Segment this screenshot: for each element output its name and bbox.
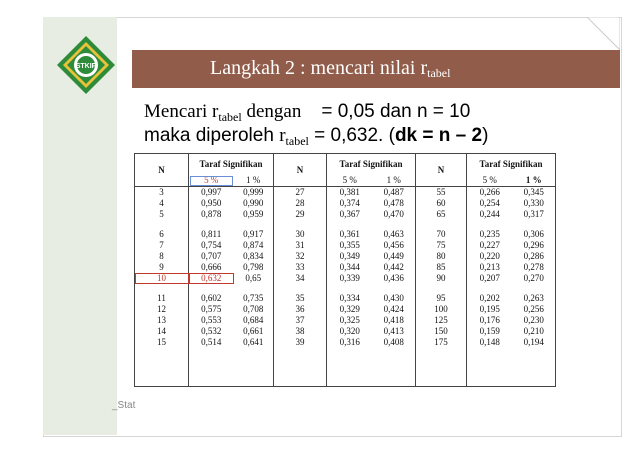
header-row [135, 154, 556, 176]
col-header-1pct: 1 % [373, 175, 416, 187]
table-row [135, 337, 556, 387]
n-cell: 37 [274, 315, 327, 326]
table-row [135, 251, 556, 262]
value-cell: 0,754 [201, 240, 222, 250]
n-cell: 80 [416, 251, 467, 262]
col-header-1pct: 1 % [234, 175, 274, 187]
col-header-n: N [416, 154, 467, 187]
n-cell: 7 [135, 240, 189, 251]
col-header-1pct: 1 % [513, 175, 556, 187]
n-cell: 55 [416, 187, 467, 199]
n-cell: 85 [416, 262, 467, 273]
value-cell: 0,176 [479, 315, 500, 325]
value-cell: 0,999 [234, 187, 274, 199]
value-cell: 0,355 [339, 240, 360, 250]
spacer-cell [373, 284, 416, 293]
value-cell: 0,207 [479, 273, 500, 283]
value-cell: 0,210 [513, 326, 556, 337]
n-cell: 9 [135, 262, 189, 273]
page-title: Langkah 2 : mencari nilai $r_{tabel}$ [210, 57, 451, 80]
value-cell: 0,708 [234, 304, 274, 315]
footer-text: _Stat [112, 400, 136, 411]
spacer-row [135, 284, 556, 293]
value-cell: 0,254 [479, 198, 500, 208]
n-cell: 31 [274, 240, 327, 251]
value-cell: 0,874 [234, 240, 274, 251]
n-cell: 100 [416, 304, 467, 315]
n-cell: 15 [135, 337, 189, 387]
value-cell: 0,798 [234, 262, 274, 273]
value-cell: 0,456 [373, 240, 416, 251]
n-cell: 6 [135, 229, 189, 240]
value-cell: 0,424 [373, 304, 416, 315]
spacer-cell [135, 284, 189, 293]
n-cell: 5 [135, 209, 189, 220]
value-cell: 0,235 [479, 229, 500, 239]
n-cell: 34 [274, 273, 327, 284]
stkip-logo [49, 34, 123, 96]
col-header-5pct: 5 % [189, 175, 234, 187]
table-row [135, 315, 556, 326]
value-cell: 0,339 [339, 273, 360, 283]
value-cell: 0,361 [339, 229, 360, 239]
value-cell: 0,707 [201, 251, 222, 261]
value-cell: 0,330 [513, 198, 556, 209]
value-cell: 0,408 [373, 337, 416, 387]
value-cell: 0,834 [234, 251, 274, 262]
table-row [135, 229, 556, 240]
value-cell: 0,641 [234, 337, 274, 387]
n-cell: 125 [416, 315, 467, 326]
highlight-n-10: 10 [135, 273, 189, 284]
value-cell: 0,159 [479, 326, 500, 336]
value-cell: 0,345 [513, 187, 556, 199]
value-cell: 0,278 [513, 262, 556, 273]
value-cell: 0,666 [201, 262, 222, 272]
header-row-sub [135, 175, 556, 187]
value-cell: 0,661 [234, 326, 274, 337]
value-cell: 0,270 [513, 273, 556, 284]
table-row [135, 262, 556, 273]
n-cell: 70 [416, 229, 467, 240]
value-cell: 0,202 [479, 293, 500, 303]
spacer-cell [467, 220, 513, 229]
value-cell: 0,230 [513, 315, 556, 326]
value-cell: 0,381 [339, 187, 360, 197]
spacer-cell [189, 220, 234, 229]
value-cell: 0,959 [234, 209, 274, 220]
table-row [135, 198, 556, 209]
spacer-cell [327, 284, 373, 293]
col-header-taraf: Taraf Signifikan [467, 154, 556, 176]
value-cell: 0,413 [373, 326, 416, 337]
value-cell: 0,148 [467, 337, 513, 387]
value-cell: 0,325 [339, 315, 360, 325]
value-cell: 0,195 [479, 304, 500, 314]
value-cell: 0,487 [373, 187, 416, 199]
value-cell: 0,334 [339, 293, 360, 303]
spacer-cell [274, 220, 327, 229]
value-cell: 0,442 [373, 262, 416, 273]
spacer-cell [467, 284, 513, 293]
col-header-n: N [135, 154, 189, 187]
value-cell: 0,320 [339, 326, 360, 336]
r-table [134, 153, 556, 387]
table-row [135, 187, 556, 199]
value-cell: 0,194 [513, 337, 556, 387]
spacer-cell [327, 220, 373, 229]
col-header-5pct: 5 % [327, 175, 373, 187]
spacer-cell [373, 220, 416, 229]
n-cell: 14 [135, 326, 189, 337]
spacer-cell [274, 284, 327, 293]
spacer-cell [189, 284, 234, 293]
col-header-taraf: Taraf Signifikan [189, 154, 274, 176]
value-cell: 0,244 [479, 209, 500, 219]
n-cell: 27 [274, 187, 327, 199]
value-cell: 0,449 [373, 251, 416, 262]
value-cell: 0,514 [189, 337, 234, 387]
value-cell: 0,811 [201, 229, 222, 239]
table-row [135, 304, 556, 315]
value-cell: 0,478 [373, 198, 416, 209]
value-cell: 0,575 [201, 304, 222, 314]
n-cell: 60 [416, 198, 467, 209]
value-cell: 0,436 [373, 273, 416, 284]
value-cell: 0,65 [234, 273, 274, 284]
value-cell: 0,950 [201, 198, 222, 208]
n-cell: 35 [274, 293, 327, 304]
spacer-cell [234, 220, 274, 229]
spacer-cell [513, 284, 556, 293]
svg-text:STKIP: STKIP [75, 63, 97, 70]
value-cell: 0,532 [201, 326, 222, 336]
n-cell: 33 [274, 262, 327, 273]
col-header-taraf: Taraf Signifikan [327, 154, 416, 176]
n-cell: 28 [274, 198, 327, 209]
value-cell: 0,735 [234, 293, 274, 304]
highlight-value-0632: 0,632 [189, 273, 234, 284]
n-cell: 39 [274, 337, 327, 387]
value-cell: 0,470 [373, 209, 416, 220]
spacer-cell [416, 284, 467, 293]
n-cell: 95 [416, 293, 467, 304]
value-cell: 0,990 [234, 198, 274, 209]
n-cell: 30 [274, 229, 327, 240]
n-cell: 29 [274, 209, 327, 220]
table-row [135, 293, 556, 304]
value-cell: 0,374 [339, 198, 360, 208]
spacer-cell [234, 284, 274, 293]
value-cell: 0,263 [513, 293, 556, 304]
table-row [135, 326, 556, 337]
n-cell: 38 [274, 326, 327, 337]
n-cell: 13 [135, 315, 189, 326]
corner-decoration [587, 17, 620, 50]
value-cell: 0,997 [201, 187, 222, 197]
n-cell: 11 [135, 293, 189, 304]
value-cell: 0,553 [201, 315, 222, 325]
value-cell: 0,227 [479, 240, 500, 250]
n-cell: 36 [274, 304, 327, 315]
text-line-2: maka diperoleh $r_{tabel} = 0,632$. (dk = n – 2) [144, 125, 489, 148]
value-cell: 0,220 [479, 251, 500, 261]
n-cell: 4 [135, 198, 189, 209]
value-cell: 0,306 [513, 229, 556, 240]
n-cell: 12 [135, 304, 189, 315]
n-cell: 75 [416, 240, 467, 251]
value-cell: 0,418 [373, 315, 416, 326]
value-cell: 0,213 [479, 262, 500, 272]
spacer-cell [416, 220, 467, 229]
col-header-5pct: 5 % [467, 175, 513, 187]
value-cell: 0,463 [373, 229, 416, 240]
n-cell: 32 [274, 251, 327, 262]
n-cell: 90 [416, 273, 467, 284]
value-cell: 0,602 [201, 293, 222, 303]
n-cell: 175 [416, 337, 467, 387]
col-header-n: N [274, 154, 327, 187]
n-cell: 8 [135, 251, 189, 262]
table-row [135, 273, 556, 284]
value-cell: 0,329 [339, 304, 360, 314]
value-cell: 0,344 [339, 262, 360, 272]
value-cell: 0,349 [339, 251, 360, 261]
value-cell: 0,286 [513, 251, 556, 262]
value-cell: 0,296 [513, 240, 556, 251]
value-cell: 0,367 [339, 209, 360, 219]
spacer-row [135, 220, 556, 229]
spacer-cell [135, 220, 189, 229]
value-cell: 0,316 [327, 337, 373, 387]
value-cell: 0,917 [234, 229, 274, 240]
value-cell: 0,317 [513, 209, 556, 220]
table-row [135, 209, 556, 220]
value-cell: 0,266 [479, 187, 500, 197]
n-cell: 3 [135, 187, 189, 199]
text-line-1: Mencari $r_{tabel}$ dengan = 0,05 dan n = 10 [144, 101, 471, 124]
n-cell: 65 [416, 209, 467, 220]
value-cell: 0,684 [234, 315, 274, 326]
table-row [135, 240, 556, 251]
spacer-cell [513, 220, 556, 229]
value-cell: 0,430 [373, 293, 416, 304]
value-cell: 0,256 [513, 304, 556, 315]
title-bar [132, 50, 620, 88]
n-cell: 150 [416, 326, 467, 337]
value-cell: 0,878 [201, 209, 222, 219]
